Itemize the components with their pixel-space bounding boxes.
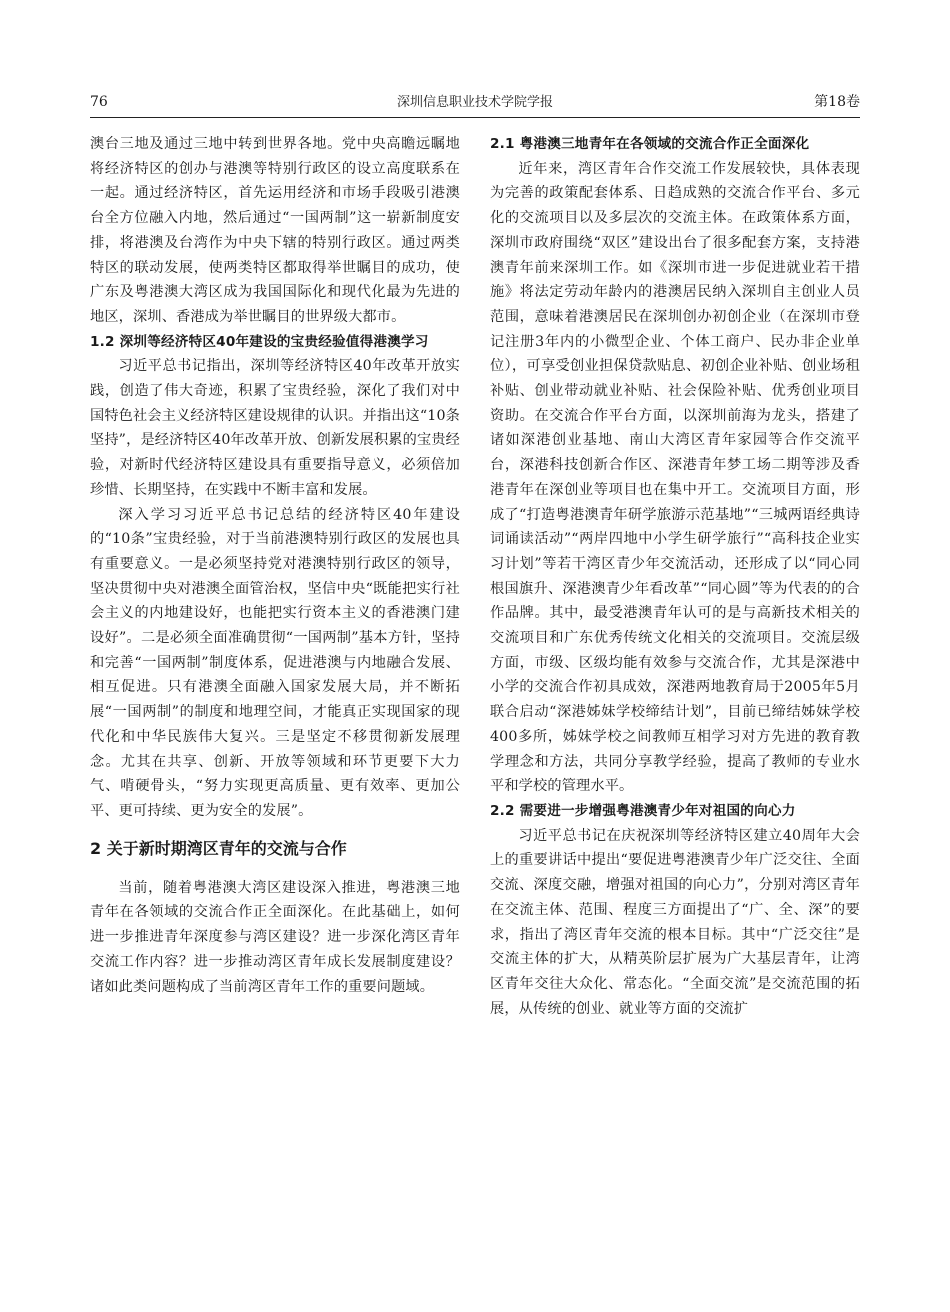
paragraph-2-2: 习近平总书记在庆祝深圳等经济特区建立40周年大会上的重要讲话中提出“要促进粤港澳青少年广泛交往、全面交流、深度交融，增强对祖国的向心力”，分别对湾区青年在交流主体、范围、程度三方面提出了“广、全、深”的要求，指出了湾区青年交流的根本目标。其中“广泛交往”是交流主体的扩大，从精英阶层扩展为广大基层青年，让湾区青年交往大众化、常态化。“全面交流”是交流范围的拓展，从传统的创业、就业等方面的交流扩 — [490, 827, 860, 1017]
heading-1-2: 1.2 深圳等经济特区40年建设的宝贵经验值得港澳学习 — [90, 333, 429, 350]
journal-title: 深圳信息职业技术学院学报 — [396, 95, 553, 110]
paragraph-intro: 澳台三地及通过三地中转到世界各地。党中央高瞻远瞩地将经济特区的创办与港澳等特别行政区的设立高度联系在一起。通过经济特区，首先运用经济和市场手段吸引港澳台全方位融入内地，然后通过“一国两制”这一崭新制度安排，将港澳及台湾作为中央下辖的特别行政区。通过两类特区的联动发展，使两类特区都取得举世瞩目的成功，使广东及粤港澳大湾区成为我国国际化和现代化最为先进的地区，深圳、香港成为举世瞩目的世界级大都市。 — [90, 136, 460, 325]
header-rule — [90, 117, 860, 118]
paragraph-1-2-b: 深入学习习近平总书记总结的经济特区40年建设的“10条”宝贵经验，对于当前港澳特别行政区的发展也具有重要意义。一是必须坚持党对港澳特别行政区的领导，坚决贯彻中央对港澳全面管治权，坚信中央“既能把实行社会主义的内地建设好，也能把实行资本主义的香港澳门建设好”。二是必须全面准确贯彻“一国两制”基本方针，坚持和完善“一国两制”制度体系，促进港澳与内地融合发展、相互促进。只有港澳全面融入国家发展大局，并不断拓展“一国两制”的制度和地理空间，才能真正实现国家的现代化和中华民族伟大复兴。三是坚定不移贯彻新发展理念。尤其在共享、创新、开放等领域和环节更要下大力气、啃硬骨头，“努力实现更高质量、更有效率、更加公平、更可持续、更为安全的发展”。 — [90, 506, 460, 819]
volume-label: 第18卷 — [814, 94, 860, 110]
left-column — [90, 132, 460, 999]
paragraph-2-1: 近年来，湾区青年合作交流工作发展较快，具体表现为完善的政策配套体系、日趋成熟的交流合作平台、多元化的交流项目以及多层次的交流主体。在政策体系方面，深圳市政府围绕“双区”建设出台了很多配套方案，支持港澳青年前来深圳工作。如《深圳市进一步促进就业若干措施》将法定劳动年龄内的港澳居民纳入深圳自主创业人员范围，意味着港澳居民在深圳创办初创企业（在深圳市登记注册3年内的小微型企业、个体工商户、民办非企业单位），可享受创业担保贷款贴息、初创企业补贴、创业场租补贴、创业带动就业补贴、社会保险补贴、优秀创业项目资助。在交流合作平台方面，以深圳前海为龙头，搭建了诸如深港创业基地、南山大湾区青年家园等合作交流平台，深港科技创新合作区、深港青年梦工场二期等涉及香港青年在深创业等项目也在集中开工。交流项目方面，形成了“打造粤港澳青年研学旅游示范基地”“三城两语经典诗词诵读活动”“两岸四地中小学生研学旅行”“高科技企业实习计划”等若干湾区青少年交流活动，还形成了以“同心同根国旗升、深港澳青少年看改革”“同心圆”等为代表的的合作品牌。其中，最受港澳青年认可的是与高新技术相关的交流项目和广东优秀传统文化相关的交流项目。交流层级方面，市级、区级均能有效参与交流合作，尤其是深港中小学的交流合作初具成效，深港两地教育局于2005年5月联合启动“深港姊妹学校缔结计划”，目前已缔结姊妹学校400多所，姊妹学校之间教师互相学习对方先进的教育教学理念和方法，共同分享教学经验，提高了教师的专业水平和学校的管理水平。 — [490, 160, 860, 795]
page-number: 76 — [90, 94, 108, 110]
page-header — [90, 92, 860, 118]
heading-2: 2 关于新时期湾区青年的交流与合作 — [90, 838, 347, 858]
heading-2-1: 2.1 粤港澳三地青年在各领域的交流合作正全面深化 — [490, 136, 810, 152]
paragraph-1-2-a: 习近平总书记指出，深圳等经济特区40年改革开放实践，创造了伟大奇迹，积累了宝贵经验，深化了我们对中国特色社会主义经济特区建设规律的认识。并指出这“10条坚持”，是经济特区40年改革开放、创新发展积累的宝贵经验，对新时代经济特区建设具有重要指导意义，必须倍加珍惜、长期坚持，在实践中不断丰富和发展。 — [90, 358, 460, 498]
heading-2-2: 2.2 需要进一步增强粤港澳青少年对祖国的向心力 — [490, 802, 796, 819]
right-column — [490, 132, 860, 1021]
paragraph-2: 当前，随着粤港澳大湾区建设深入推进，粤港澳三地青年在各领域的交流合作正全面深化。在此基础上，如何进一步推进青年深度参与湾区建设？进一步深化湾区青年交流工作内容？进一步推动湾区青年成长发展制度建设？诸如此类问题构成了当前湾区青年工作的重要问题域。 — [90, 879, 460, 995]
